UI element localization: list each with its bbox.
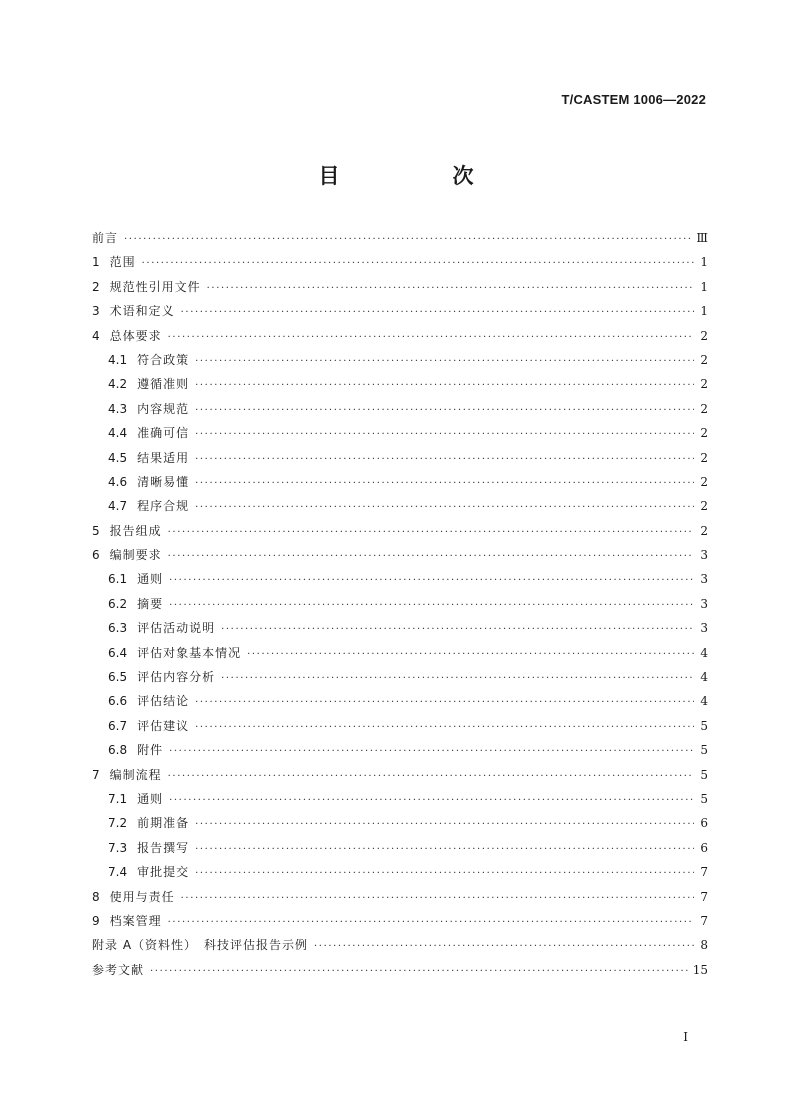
toc-entry-page: 3: [700, 572, 708, 587]
toc-entry-page: 2: [700, 499, 708, 514]
toc-entry[interactable]: [92, 226, 708, 250]
toc-leader-dots: [247, 643, 694, 667]
toc-entry-number: 6.5: [108, 670, 128, 685]
toc-leader-dots: [181, 887, 694, 911]
toc-leader-dots: [169, 740, 694, 764]
toc-leader-dots: [181, 301, 694, 325]
toc-entry[interactable]: [92, 494, 708, 518]
toc-entry-number: 7.1: [108, 791, 128, 806]
toc-leader-dots: [195, 472, 694, 496]
toc-entry-number: 1: [92, 255, 100, 270]
toc-entry[interactable]: [92, 714, 708, 738]
toc-entry-label: 审批提交: [137, 865, 190, 880]
toc-entry[interactable]: [92, 446, 708, 470]
toc-leader-dots: [169, 569, 694, 593]
toc-entry-label: 附录 A（资料性） 科技评估报告示例: [92, 938, 309, 953]
toc-entry-number: 5: [92, 523, 100, 538]
toc-entry-number: 9: [92, 913, 100, 928]
toc-leader-dots: [195, 448, 694, 472]
toc-entry[interactable]: [92, 421, 708, 445]
toc-entry-label: 通则: [137, 572, 164, 587]
toc-entry-page: 5: [700, 718, 708, 733]
toc-entry-number: 4.7: [108, 499, 128, 514]
toc-entry-number: 4: [92, 328, 100, 343]
toc-entry[interactable]: [92, 250, 708, 274]
toc-leader-dots: [150, 960, 689, 984]
toc-leader-dots: [168, 545, 694, 569]
toc-entry-label: 程序合规: [137, 499, 190, 514]
toc-entry-label: 报告组成: [109, 523, 162, 538]
standard-number: T/CASTEM 1006—2022: [561, 92, 706, 107]
toc-entry-label: 内容规范: [137, 401, 190, 416]
toc-leader-dots: [195, 496, 694, 520]
toc-entry[interactable]: [92, 787, 708, 811]
toc-entry-label: 摘要: [137, 596, 164, 611]
toc-leader-dots: [195, 399, 694, 423]
toc-entry-label: 评估对象基本情况: [137, 645, 242, 660]
toc-leader-dots: [169, 789, 694, 813]
toc-entry-number: 4.3: [108, 401, 128, 416]
toc-entry-number: 8: [92, 889, 100, 904]
toc-entry-label: 评估建议: [137, 718, 190, 733]
toc-entry[interactable]: [92, 763, 708, 787]
toc-entry-label: 总体要求: [109, 328, 162, 343]
toc-entry[interactable]: [92, 543, 708, 567]
toc-entry-label: 评估结论: [137, 694, 190, 709]
toc-entry[interactable]: [92, 836, 708, 860]
toc-entry-page: 4: [700, 645, 708, 660]
toc-entry-page: 4: [700, 670, 708, 685]
toc-entry-number: 7.3: [108, 840, 128, 855]
toc-entry-page: Ⅲ: [696, 231, 708, 245]
toc-entry-label: 编制流程: [109, 767, 162, 782]
toc-leader-dots: [168, 521, 694, 545]
toc-entry-number: 6.6: [108, 694, 128, 709]
toc-entry-page: 1: [700, 255, 708, 270]
toc-entry-page: 5: [700, 791, 708, 806]
toc-leader-dots: [314, 935, 694, 959]
toc-entry[interactable]: [92, 397, 708, 421]
toc-entry-page: 2: [700, 426, 708, 441]
toc-entry-page: 5: [700, 743, 708, 758]
toc-entry[interactable]: [92, 348, 708, 372]
toc-entry-page: 15: [692, 962, 708, 977]
toc-entry[interactable]: [92, 324, 708, 348]
toc-entry-label: 遵循准则: [137, 377, 190, 392]
toc-entry-page: 1: [700, 279, 708, 294]
toc-entry-page: 2: [700, 523, 708, 538]
toc-entry-label: 前期准备: [137, 816, 190, 831]
toc-entry-number: 3: [92, 304, 100, 319]
toc-entry-label: 前言: [92, 231, 119, 245]
toc-entry-label: 档案管理: [109, 913, 162, 928]
toc-entry-number: 4.5: [108, 450, 128, 465]
toc-entry-number: 6.1: [108, 572, 128, 587]
toc-leader-dots: [169, 594, 694, 618]
toc-entry-label: 使用与责任: [109, 889, 175, 904]
toc-entry[interactable]: [92, 275, 708, 299]
toc-entry[interactable]: [92, 909, 708, 933]
toc-entry-page: 8: [700, 938, 708, 953]
toc-entry-number: 4.6: [108, 474, 128, 489]
toc-entry-label: 术语和定义: [109, 304, 175, 319]
toc-entry-page: 6: [700, 816, 708, 831]
toc-entry-number: 4.1: [108, 352, 128, 367]
toc-entry-page: 2: [700, 377, 708, 392]
toc-entry-page: 3: [700, 548, 708, 563]
toc-entry-label: 报告撰写: [137, 840, 190, 855]
toc-leader-dots: [195, 813, 694, 837]
toc-leader-dots: [207, 277, 694, 301]
toc-leader-dots: [168, 765, 694, 789]
toc-entry-number: 6.4: [108, 645, 128, 660]
toc-entry-number: 4.2: [108, 377, 128, 392]
toc-leader-dots: [195, 691, 694, 715]
toc-entry-label: 规范性引用文件: [109, 279, 201, 294]
toc-entry-label: 评估内容分析: [137, 670, 216, 685]
toc-entry-number: 7.4: [108, 865, 128, 880]
toc-entry[interactable]: [92, 811, 708, 835]
toc-entry-number: 2: [92, 279, 100, 294]
toc-entry[interactable]: [92, 372, 708, 396]
toc-entry[interactable]: [92, 860, 708, 884]
toc-entry-label: 评估活动说明: [137, 621, 216, 636]
toc-entry-label: 准确可信: [137, 426, 190, 441]
toc-leader-dots: [168, 911, 694, 935]
toc-leader-dots: [168, 326, 694, 350]
toc-entry-page: 2: [700, 450, 708, 465]
toc-leader-dots: [195, 423, 694, 447]
toc-leader-dots: [195, 716, 694, 740]
toc-entry-number: 6: [92, 548, 100, 563]
toc-leader-dots: [195, 374, 694, 398]
toc-entry-label: 参考文献: [92, 962, 145, 977]
toc-entry-page: 5: [700, 767, 708, 782]
toc-entry[interactable]: [92, 885, 708, 909]
toc-leader-dots: [221, 618, 694, 642]
toc-leader-dots: [124, 228, 692, 252]
toc-entry-label: 通则: [137, 791, 164, 806]
toc-entry[interactable]: [92, 299, 708, 323]
toc-entry-page: 6: [700, 840, 708, 855]
toc-entry-label: 清晰易懂: [137, 474, 190, 489]
toc-entry[interactable]: [92, 933, 708, 957]
toc-entry-label: 编制要求: [109, 548, 162, 563]
toc-entry[interactable]: [92, 567, 708, 591]
toc-entry-number: 6.8: [108, 743, 128, 758]
toc-entry[interactable]: [92, 519, 708, 543]
toc-entry-number: 4.4: [108, 426, 128, 441]
toc-entry-number: 7.2: [108, 816, 128, 831]
toc-entry[interactable]: [92, 592, 708, 616]
toc-entry[interactable]: [92, 689, 708, 713]
toc-entry-page: 7: [700, 865, 708, 880]
toc-entry-page: 4: [700, 694, 708, 709]
toc-entry-page: 2: [700, 474, 708, 489]
toc-entry-page: 3: [700, 621, 708, 636]
toc-entry-page: 3: [700, 596, 708, 611]
toc-leader-dots: [142, 252, 694, 276]
toc-entry[interactable]: [92, 738, 708, 762]
toc-entry-page: 1: [700, 304, 708, 319]
toc-entry[interactable]: [92, 958, 708, 982]
toc-leader-dots: [195, 350, 694, 374]
toc-entry-number: 6.3: [108, 621, 128, 636]
table-of-contents: [92, 226, 708, 982]
toc-entry[interactable]: [92, 665, 708, 689]
toc-entry[interactable]: [92, 641, 708, 665]
toc-entry-label: 符合政策: [137, 352, 190, 367]
toc-entry-page: 2: [700, 352, 708, 367]
toc-title: 目 次: [318, 164, 520, 188]
toc-entry-label: 结果适用: [137, 450, 190, 465]
toc-entry-page: 7: [700, 913, 708, 928]
toc-entry-label: 范围: [109, 255, 136, 270]
toc-entry-label: 附件: [137, 743, 164, 758]
toc-entry-page: 7: [700, 889, 708, 904]
toc-entry-number: 7: [92, 767, 100, 782]
page-number: I: [683, 1030, 688, 1044]
toc-leader-dots: [221, 667, 694, 691]
toc-entry-number: 6.2: [108, 596, 128, 611]
toc-entry-page: 2: [700, 401, 708, 416]
toc-entry-number: 6.7: [108, 718, 128, 733]
toc-leader-dots: [195, 838, 694, 862]
toc-entry-page: 2: [700, 328, 708, 343]
toc-entry[interactable]: [92, 470, 708, 494]
toc-entry[interactable]: [92, 616, 708, 640]
toc-leader-dots: [195, 862, 694, 886]
